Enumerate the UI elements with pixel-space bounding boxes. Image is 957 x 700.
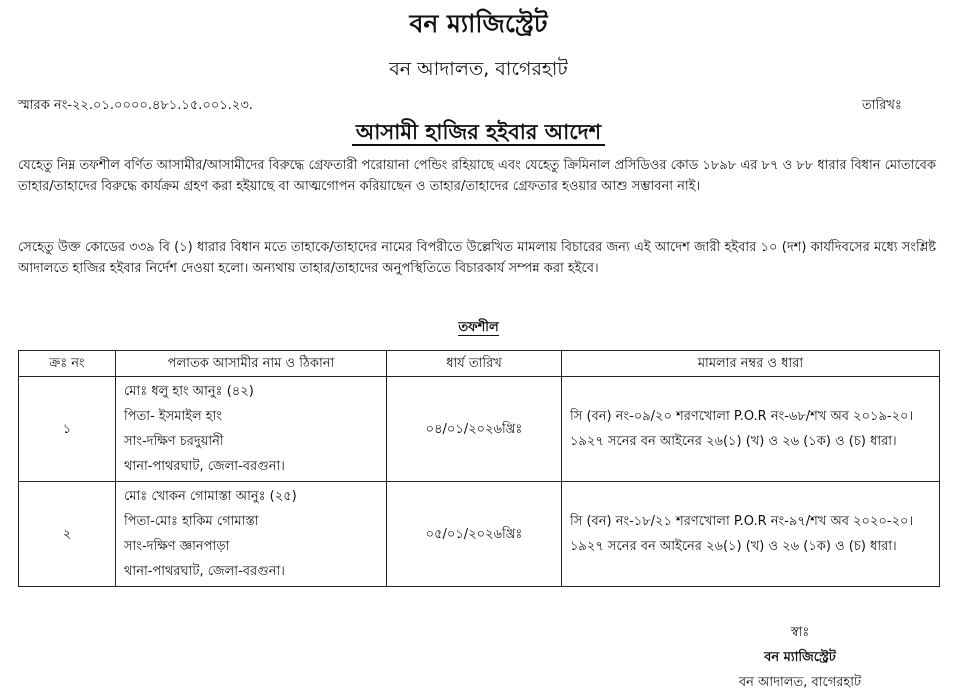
paragraph-whereas: যেহেতু নিম্ন তফশীল বর্ণিত আসামীর/আসামীদের বিরুদ্ধে গ্রেফতারী পরোয়ানা পেন্ডিং রহিয়াছে এবং যেহেতু ক্রিমিনাল প্রসিডিওর কোড ১৮৯৮ এর ৮৭ ও ৮৮ ধারার বিধান মোতাবেক তাহার/তাহাদের বিরুদ্ধে কার্যক্রম গ্রহণ করা হইয়াছে বা আত্মগোপন করিয়াছেন ও তাহার/তাহাদের গ্রেফতার হওয়ার আশু সম্ভাবনা নাই। xyxy=(18,158,936,194)
paragraph-therefore: সেহেতু উক্ত কোডের ৩৩৯ বি (১) ধারার বিধান মতে তাহাকে/তাহাদের নামের বিপরীতে উল্লেখিত মামলায় বিচারের জন্য এই আদেশ জারী হইবার ১০ (দশ) কার্যদিবসের মধ্যে সংশ্লিষ্ট আদালতে হাজির হইবার নির্দেশ দেওয়া হলো। অন্যথায় তাহার/তাহাদের অনুপস্থিতিতে বিচারকার্য সম্পন্ন করা হইবে। xyxy=(18,240,936,276)
details-heading-text: তফশীল xyxy=(458,320,499,335)
case-section: ১৯২৭ সনের বন আইনের ২৬(১) (খ) ও ২৬ (১ক) ও (চ) ধারা। xyxy=(570,434,897,449)
case-number: সি (বন) নং-০৯/২০ শরণখোলা P.O.R নং-৬৮/শখ অব ২০১৯-২০। xyxy=(570,409,914,424)
date-cell: ০৪/০১/২০২৬খ্রিঃ xyxy=(387,377,562,482)
court-subtitle: বন আদালত, বাগেরহাট xyxy=(389,58,568,80)
signatory-title: বন ম্যাজিস্ট্রেট xyxy=(764,650,836,665)
serial-cell: ২ xyxy=(19,482,116,587)
table-row xyxy=(19,482,940,587)
header-case: মামলার নম্বর ও ধারা xyxy=(562,351,940,377)
details-table xyxy=(18,350,940,587)
header-accused: পলাতক আসামীর নাম ও ঠিকানা xyxy=(116,351,387,377)
accused-thana: থানা-পাথরঘাট, জেলা-বরগুনা। xyxy=(124,459,285,474)
table-row xyxy=(19,377,940,482)
details-heading xyxy=(0,316,957,338)
case-number: সি (বন) নং-১৮/২১ শরণখোলা P.O.R নং-৯৭/শখ অব ২০২০-২০। xyxy=(570,514,914,529)
document-title: বন ম্যাজিস্ট্রেট xyxy=(409,9,548,38)
serial-cell: ১ xyxy=(19,377,116,482)
table-header-row xyxy=(19,351,940,377)
order-title xyxy=(0,117,957,149)
case-section: ১৯২৭ সনের বন আইনের ২৬(১) (খ) ও ২৬ (১ক) ও (চ) ধারা। xyxy=(570,539,897,554)
accused-cell xyxy=(116,482,387,587)
accused-village: সাং-দক্ষিণ জ্ঞানপাড়া xyxy=(124,539,230,554)
date-cell: ০৫/০১/২০২৬খ্রিঃ xyxy=(387,482,562,587)
date-label: তারিখঃ xyxy=(862,98,902,113)
header-date: ধার্য তারিখ xyxy=(387,351,562,377)
accused-father: পিতা-মোঃ হাকিম গোমাস্তা xyxy=(124,514,259,529)
memo-number: স্মারক নং-২২.০১.০০০০.৪৮১.১৫.০০১.২৩. xyxy=(18,98,253,113)
signatory-court: বন আদালত, বাগেরহাট xyxy=(738,675,862,690)
accused-village: সাং-দক্ষিণ চরদুয়ানী xyxy=(124,434,224,449)
accused-name: মোঃ খোকন গোমাস্তা আনুঃ (২৫) xyxy=(124,489,297,504)
header-serial: ক্রঃ নং xyxy=(19,351,116,377)
accused-cell xyxy=(116,377,387,482)
accused-father: পিতা- ইসমাইল হাং xyxy=(124,409,223,424)
signature-mark: স্বাঃ xyxy=(790,625,810,640)
case-cell xyxy=(562,377,940,482)
accused-name: মোঃ ধলু হাং আনুঃ (৪২) xyxy=(124,384,254,399)
case-cell xyxy=(562,482,940,587)
order-title-text: আসামী হাজির হইবার আদেশ xyxy=(352,120,605,146)
accused-thana: থানা-পাথরঘাট, জেলা-বরগুনা। xyxy=(124,564,285,579)
